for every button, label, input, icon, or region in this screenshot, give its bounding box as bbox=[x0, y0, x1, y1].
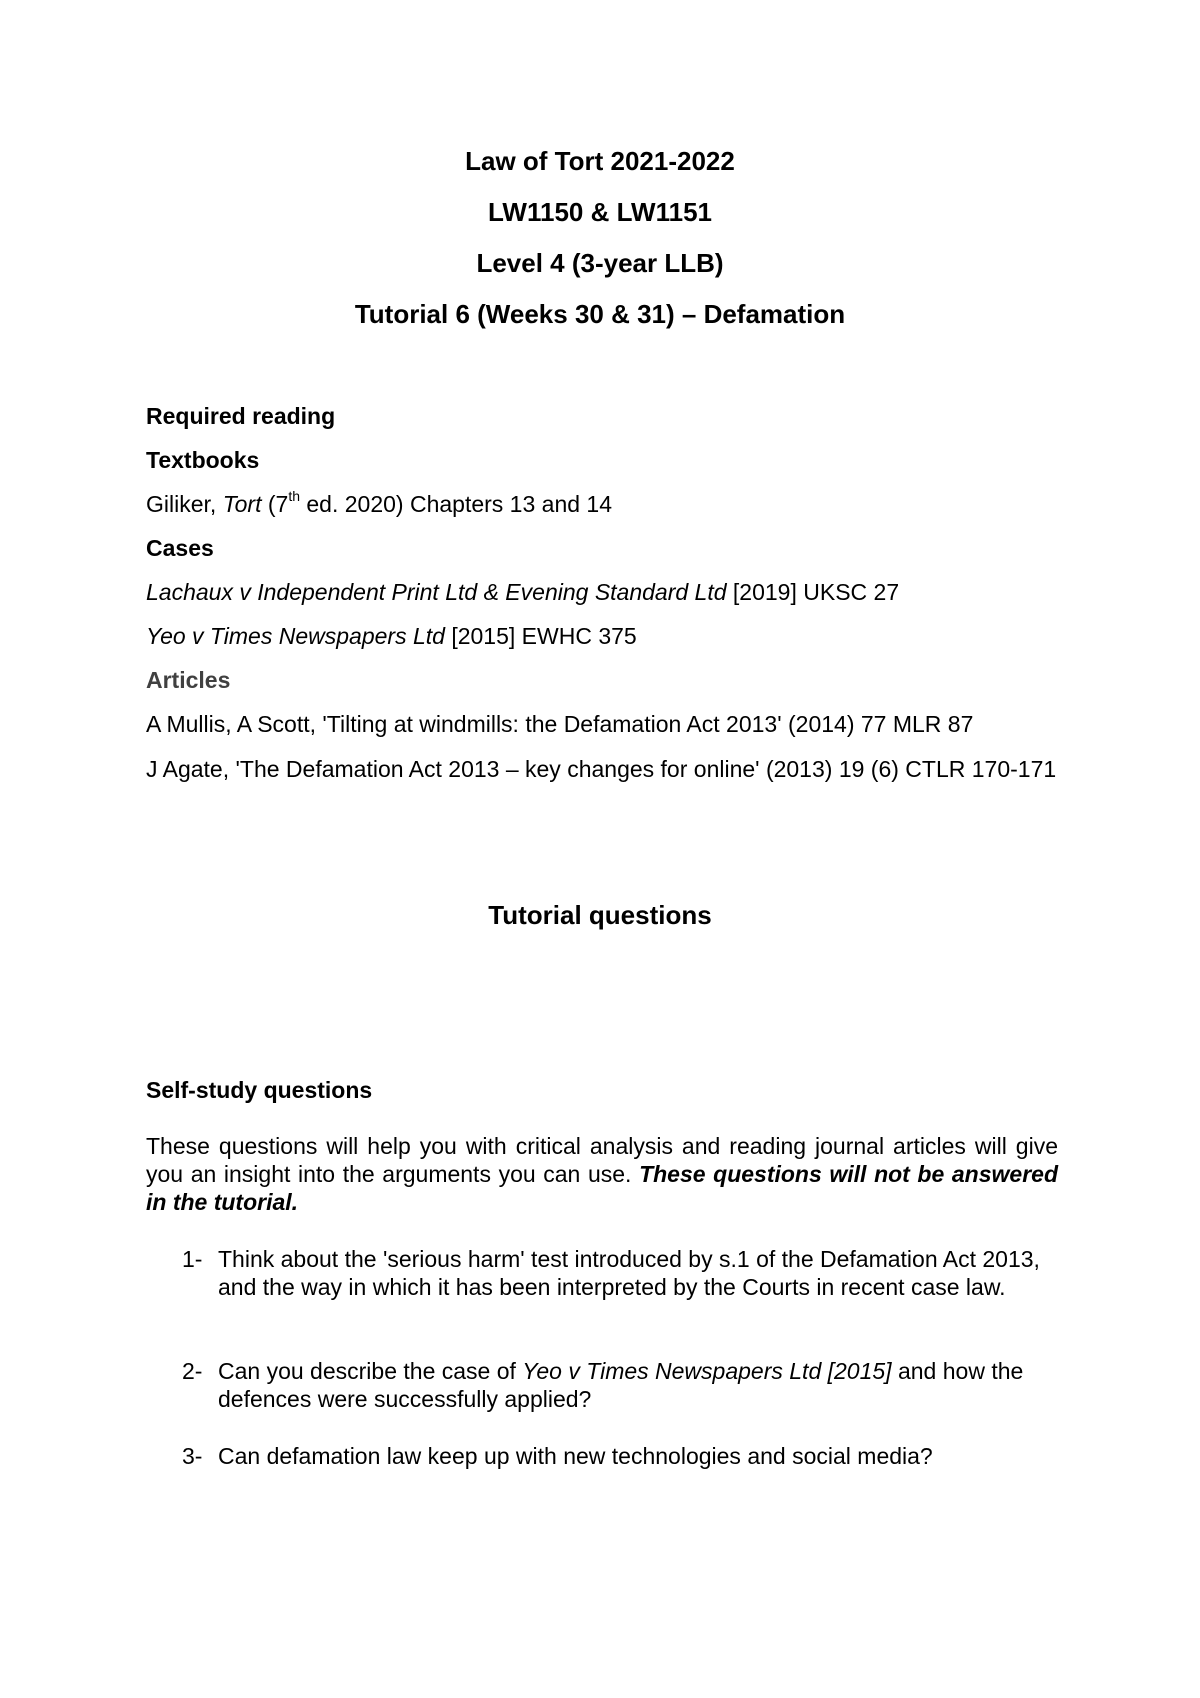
question-number: 1- bbox=[182, 1246, 203, 1272]
tutorial-title: Tutorial 6 (Weeks 30 & 31) – Defamation bbox=[354, 299, 846, 329]
articles-heading: Articles bbox=[146, 667, 231, 693]
level: Level 4 (3-year LLB) bbox=[476, 248, 724, 278]
question-number: 2- bbox=[182, 1358, 203, 1384]
self-study-heading: Self-study questions bbox=[146, 1077, 373, 1103]
required-reading-heading: Required reading bbox=[146, 403, 336, 429]
question-number: 3- bbox=[182, 1443, 203, 1469]
article-entry: J Agate, 'The Defamation Act 2013 – key changes for online' (2013) 19 (6) CTLR 170-171 bbox=[146, 756, 1057, 782]
question-text: Can you describe the case of Yeo v Times Newspapers Ltd [2015] and how the defences were successfully applied? bbox=[218, 1358, 1024, 1413]
case-entry: Yeo v Times Newspapers Ltd [2015] EWHC 375 bbox=[146, 623, 637, 649]
question-text: Can defamation law keep up with new technologies and social media? bbox=[218, 1443, 933, 1469]
case-entry: Lachaux v Independent Print Ltd & Evening Standard Ltd [2019] UKSC 27 bbox=[146, 579, 900, 605]
module-codes: LW1150 & LW1151 bbox=[487, 197, 712, 227]
textbooks-heading: Textbooks bbox=[146, 447, 260, 473]
cases-heading: Cases bbox=[146, 535, 214, 561]
tutorial-questions-heading: Tutorial questions bbox=[488, 900, 712, 930]
self-study-intro: These questions will help you with critical analysis and reading journal articles will give you an insight into the arguments you can use. These questions will not be answered in the tutorial. bbox=[146, 1133, 1058, 1216]
textbook-entry: Giliker, Tort (7th ed. 2020) Chapters 13 and 14 bbox=[146, 488, 613, 517]
article-entry: A Mullis, A Scott, 'Tilting at windmills: the Defamation Act 2013' (2014) 77 MLR 87 bbox=[146, 711, 974, 737]
course-title: Law of Tort 2021-2022 bbox=[465, 146, 735, 176]
question-text: Think about the 'serious harm' test introduced by s.1 of the Defamation Act 2013, and the way in which it has been interpreted by the Courts in recent case law. bbox=[218, 1246, 1040, 1301]
